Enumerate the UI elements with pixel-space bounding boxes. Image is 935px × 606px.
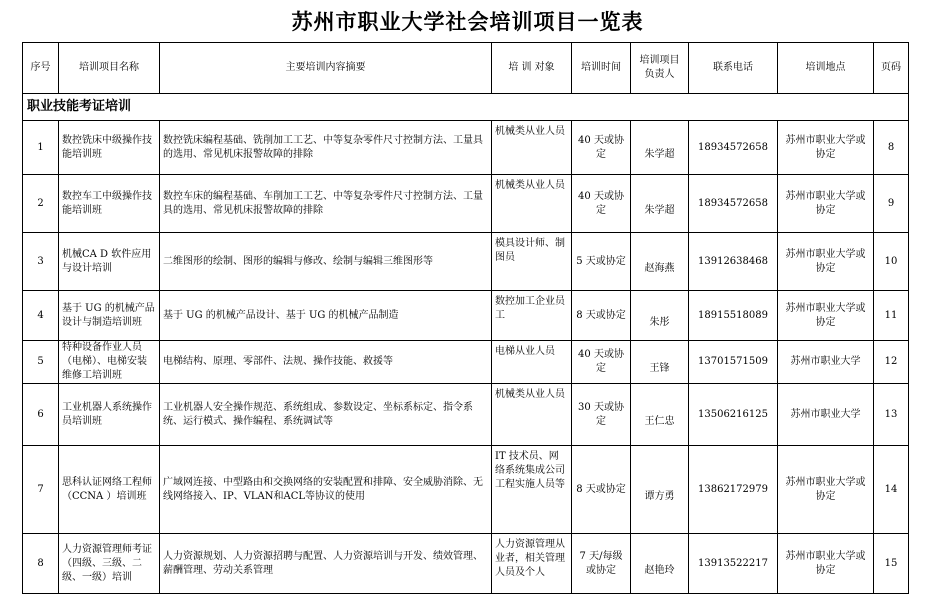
cell-manager: 朱学超: [631, 175, 689, 233]
cell-target: IT 技术员、网络系统集成公司工程实施人员等: [492, 446, 572, 534]
cell-phone: 13701571509: [689, 341, 778, 384]
cell-no: 2: [23, 175, 59, 233]
table-row: [23, 446, 909, 534]
table-row: [23, 175, 909, 233]
cell-phone: 18915518089: [689, 291, 778, 341]
cell-duration: 30 天或协定: [572, 384, 631, 446]
cell-target: 机械类从业人员: [492, 121, 572, 175]
cell-page: 14: [874, 446, 909, 534]
cell-page: 9: [874, 175, 909, 233]
cell-target: 电梯从业人员: [492, 341, 572, 384]
cell-summary: 数控车床的编程基础、车削加工工艺、中等复杂零件尺寸控制方法、工量具的选用、常见机床报警故障的排除: [160, 175, 492, 233]
header-summary: 主要培训内容摘要: [160, 43, 492, 94]
cell-summary: 广域网连接、中型路由和交换网络的安装配置和排障、安全威胁消除、无线网络接入、IP、VLAN和ACL等协议的使用: [160, 446, 492, 534]
cell-name: 基于 UG 的机械产品设计与制造培训班: [59, 291, 160, 341]
cell-summary: 二维图形的绘制、图形的编辑与修改、绘制与编辑三维图形等: [160, 233, 492, 291]
header-location: 培训地点: [778, 43, 874, 94]
cell-manager: 谭方勇: [631, 446, 689, 534]
cell-duration: 7 天/每级或协定: [572, 534, 631, 594]
cell-location: 苏州市职业大学或协定: [778, 233, 874, 291]
cell-duration: 40 天或协定: [572, 341, 631, 384]
cell-name: 数控车工中级操作技能培训班: [59, 175, 160, 233]
cell-name: 工业机器人系统操作员培训班: [59, 384, 160, 446]
cell-page: 11: [874, 291, 909, 341]
cell-summary: 电梯结构、原理、零部件、法规、操作技能、救援等: [160, 341, 492, 384]
section-row: [23, 94, 909, 121]
cell-no: 7: [23, 446, 59, 534]
cell-summary: 数控铣床编程基础、铣削加工工艺、中等复杂零件尺寸控制方法、工量具的选用、常见机床报警故障的排除: [160, 121, 492, 175]
cell-page: 12: [874, 341, 909, 384]
table-row: [23, 233, 909, 291]
cell-phone: 18934572658: [689, 175, 778, 233]
cell-summary: 人力资源规划、人力资源招聘与配置、人力资源培训与开发、绩效管理、薪酬管理、劳动关系管理: [160, 534, 492, 594]
cell-page: 10: [874, 233, 909, 291]
cell-location: 苏州市职业大学或协定: [778, 121, 874, 175]
header-row: [23, 43, 909, 94]
cell-duration: 40 天或协定: [572, 121, 631, 175]
cell-manager: 王锋: [631, 341, 689, 384]
section-title: 职业技能考证培训: [23, 94, 909, 121]
cell-no: 8: [23, 534, 59, 594]
cell-target: 机械类从业人员: [492, 384, 572, 446]
cell-page: 15: [874, 534, 909, 594]
cell-target: 人力资源管理从业者，相关管理人员及个人: [492, 534, 572, 594]
header-no: 序号: [23, 43, 59, 94]
cell-summary: 基于 UG 的机械产品设计、基于 UG 的机械产品制造: [160, 291, 492, 341]
cell-target: 数控加工企业员工: [492, 291, 572, 341]
header-duration: 培训时间: [572, 43, 631, 94]
cell-target: 机械类从业人员: [492, 175, 572, 233]
cell-no: 5: [23, 341, 59, 384]
cell-duration: 8 天或协定: [572, 446, 631, 534]
table-row: [23, 384, 909, 446]
table-row: [23, 121, 909, 175]
header-target: 培 训 对象: [492, 43, 572, 94]
header-phone: 联系电话: [689, 43, 778, 94]
cell-phone: 13913522217: [689, 534, 778, 594]
cell-no: 4: [23, 291, 59, 341]
cell-name: 思科认证网络工程师（CCNA ）培训班: [59, 446, 160, 534]
page-title: 苏州市职业大学社会培训项目一览表: [291, 10, 644, 34]
cell-name: 数控铣床中级操作技能培训班: [59, 121, 160, 175]
cell-summary: 工业机器人安全操作规范、系统组成、参数设定、坐标系标定、指令系统、运行模式、操作编程、系统调试等: [160, 384, 492, 446]
cell-manager: 赵海燕: [631, 233, 689, 291]
cell-no: 6: [23, 384, 59, 446]
cell-manager: 朱彤: [631, 291, 689, 341]
cell-no: 1: [23, 121, 59, 175]
header-name: 培训项目名称: [59, 43, 160, 94]
table-row: [23, 291, 909, 341]
cell-location: 苏州市职业大学或协定: [778, 446, 874, 534]
cell-location: 苏州市职业大学: [778, 341, 874, 384]
cell-manager: 朱学超: [631, 121, 689, 175]
header-page: 页码: [874, 43, 909, 94]
cell-phone: 13506216125: [689, 384, 778, 446]
cell-location: 苏州市职业大学或协定: [778, 291, 874, 341]
table-row: [23, 341, 909, 384]
table-row: [23, 534, 909, 594]
cell-duration: 40 天或协定: [572, 175, 631, 233]
cell-manager: 王仁忠: [631, 384, 689, 446]
cell-duration: 8 天或协定: [572, 291, 631, 341]
header-manager: 培训项目负责人: [631, 43, 689, 94]
cell-name: 特种设备作业人员（电梯）、电梯安装维修工培训班: [59, 341, 160, 384]
cell-name: 机械CA D 软件应用与设计培训: [59, 233, 160, 291]
cell-location: 苏州市职业大学: [778, 384, 874, 446]
cell-phone: 18934572658: [689, 121, 778, 175]
cell-page: 8: [874, 121, 909, 175]
cell-duration: 5 天或协定: [572, 233, 631, 291]
cell-location: 苏州市职业大学或协定: [778, 175, 874, 233]
cell-phone: 13912638468: [689, 233, 778, 291]
cell-manager: 赵艳玲: [631, 534, 689, 594]
cell-location: 苏州市职业大学或协定: [778, 534, 874, 594]
cell-target: 模具设计师、制图员: [492, 233, 572, 291]
training-table: [22, 42, 909, 594]
cell-phone: 13862172979: [689, 446, 778, 534]
cell-page: 13: [874, 384, 909, 446]
cell-name: 人力资源管理师考证（四级、三级、二级、一级）培训: [59, 534, 160, 594]
cell-no: 3: [23, 233, 59, 291]
